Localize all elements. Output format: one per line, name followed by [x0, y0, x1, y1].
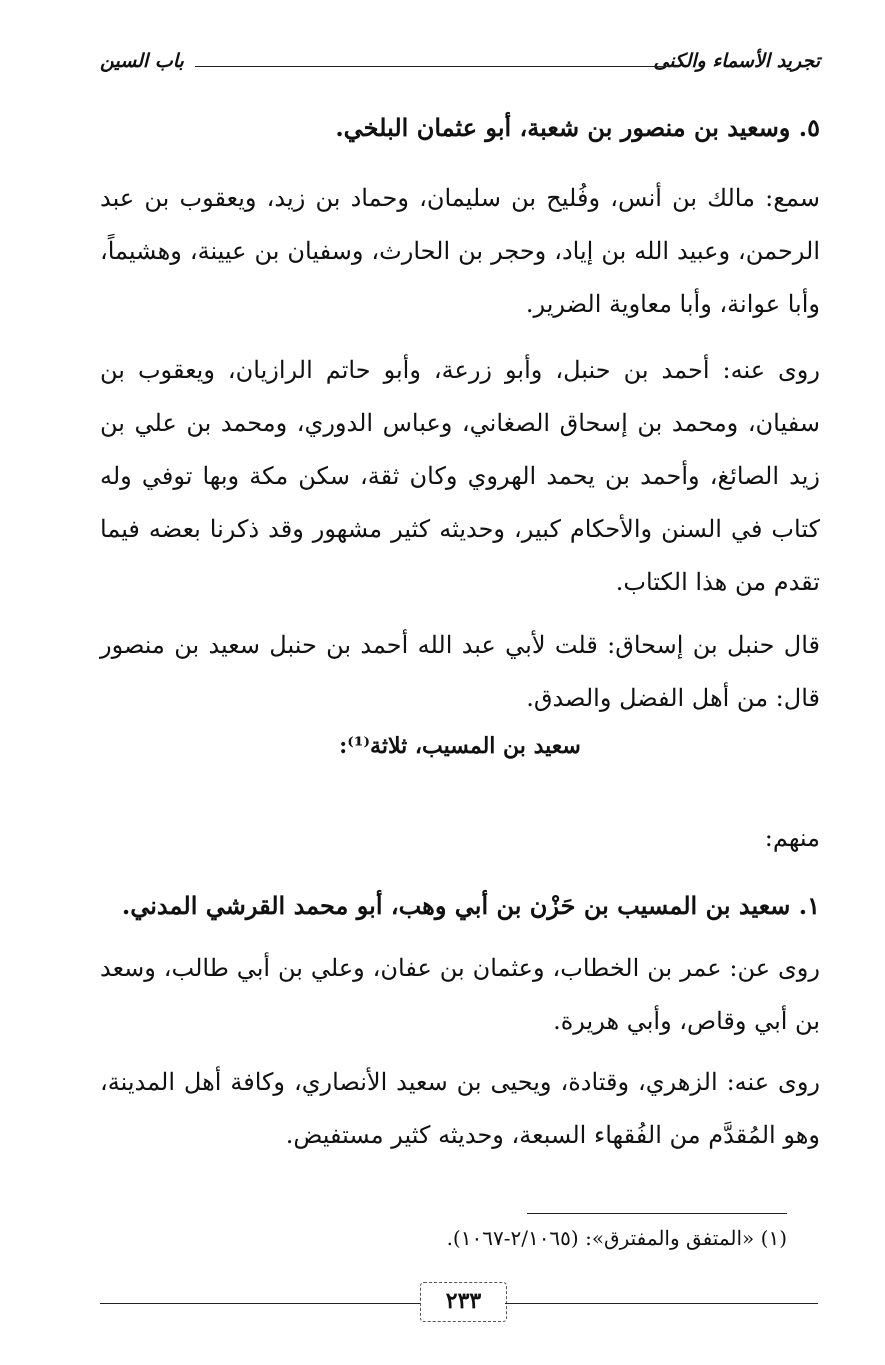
chapter-title: باب السين	[100, 50, 184, 72]
page-number: ٢٣٣	[420, 1282, 507, 1322]
paragraph-narrated-by: روى عنه: أحمد بن حنبل، وأبو زرعة، وأبو حاتم الرازيان، ويعقوب بن سفيان، ومحمد بن إسحاق الصغاني، وعباس الدوري، ومحمد بن علي بن زيد الصائغ، وأحمد بن يحمد الهروي وكان ثقة، سكن مكة وبها توفي وله كتاب في السنن والأحكام كبير، وحديثه كثير مشهور وقد ذكرنا بعضه فيما تقدم من هذا الكتاب.	[100, 356, 820, 596]
paragraph-quote: قال حنبل بن إسحاق: قلت لأبي عبد الله أحمد بن حنبل سعيد بن منصور قال: من أهل الفضل والصدق.	[100, 631, 820, 712]
entry-1-from-block	[100, 942, 820, 1048]
entry-heading: ٥. وسعيد بن منصور بن شعبة، أبو عثمان البلخي.	[335, 113, 820, 142]
section-intro: منهم:	[764, 824, 820, 852]
footnote: (١) «المتفق والمفترق»: (٢/١٠٦٥-١٠٦٧).	[446, 1226, 787, 1250]
paragraph-narrated-from: روى عن: عمر بن الخطاب، وعثمان بن عفان، وعلي بن أبي طالب، وسعد بن أبي وقاص، وأبي هريرة.	[100, 954, 820, 1035]
book-title: تجريد الأسماء والكنى	[653, 50, 820, 72]
footer-rule-right	[505, 1303, 818, 1304]
section-intro-block	[100, 812, 820, 865]
paragraph-heard-from: سمع: مالك بن أنس، وفُليح بن سليمان، وحماد بن زيد، ويعقوب بن عبد الرحمن، وعبيد الله بن إياد، وحجر بن الحارث، وسفيان بن عيينة، وهشيماً، وأبا عوانة، وأبا معاوية الضرير.	[100, 184, 820, 318]
entry-1-heading-block	[100, 886, 820, 926]
paragraph-narrated-by: روى عنه: الزهري، وقتادة، ويحيى بن سعيد الأنصاري، وكافة أهل المدينة، وهو المُقدَّم من الفُقهاء السبعة، وحديثه كثير مستفيض.	[100, 1068, 820, 1149]
footer-rule-left	[100, 1303, 420, 1304]
section-title-block	[100, 733, 820, 759]
footnote-rule	[527, 1213, 787, 1214]
header-rule	[195, 66, 680, 67]
running-header	[100, 48, 820, 84]
entry-5-narrated-block	[100, 344, 820, 609]
entry-5-heading-block	[100, 108, 820, 148]
section-title: سعيد بن المسيب، ثلاثة⁽¹⁾:	[339, 733, 581, 759]
entry-5-quote-block	[100, 619, 820, 725]
entry-1-narrated-block	[100, 1056, 820, 1162]
entry-heading: ١. سعيد بن المسيب بن حَزْن بن أبي وهب، أبو محمد القرشي المدني.	[121, 891, 820, 920]
entry-5-heard-block	[100, 172, 820, 331]
